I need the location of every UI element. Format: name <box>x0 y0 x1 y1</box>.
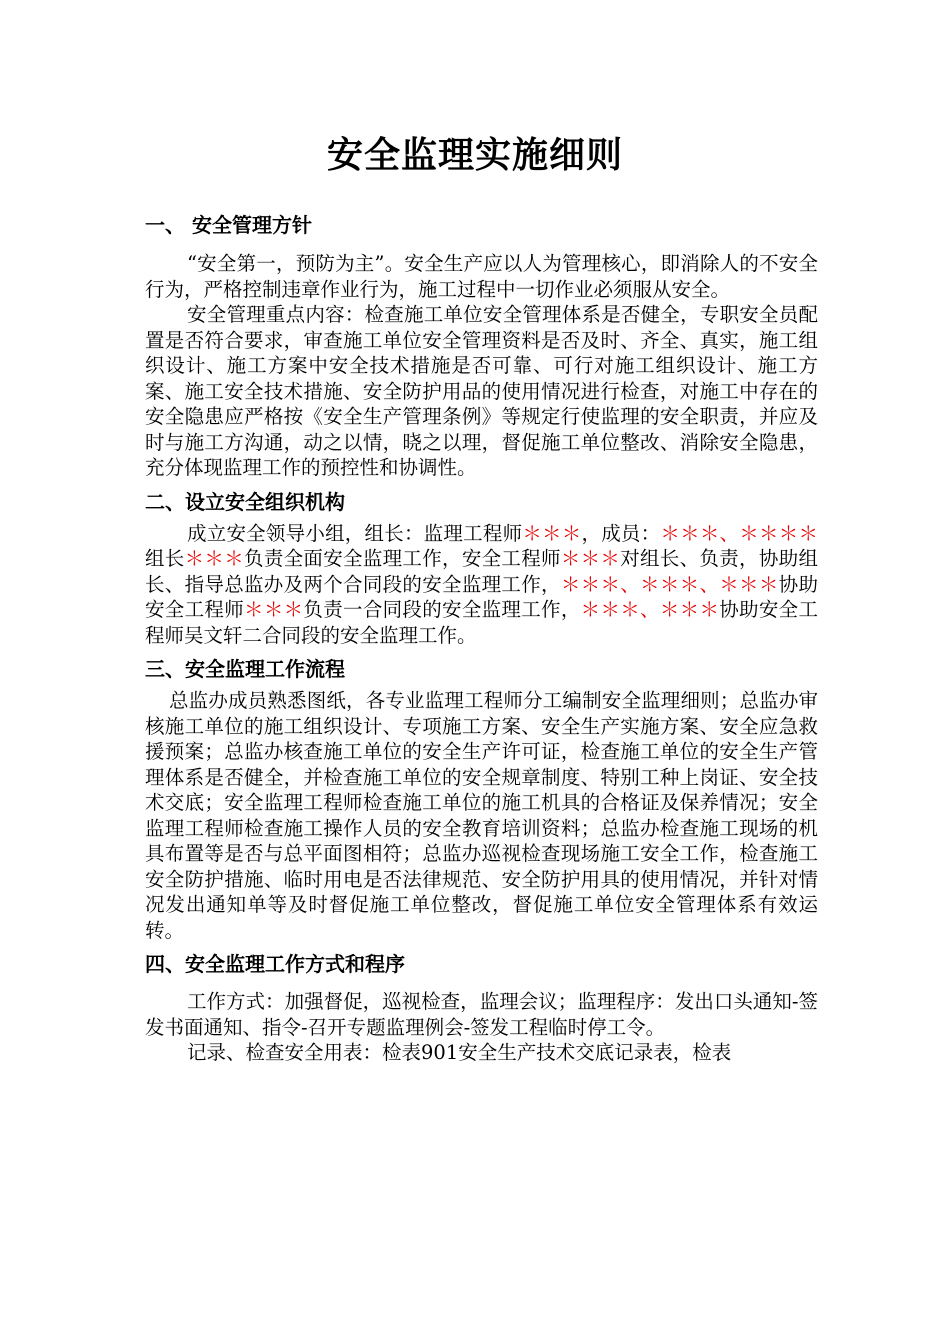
document-body <box>145 210 818 1066</box>
section-4-paragraph-1: 工作方式：加强督促，巡视检查，监理会议；监理程序：发出口头通知-签发书面通知、指令-召开专题监理例会-签发工程临时停工令。 <box>145 990 818 1039</box>
org-text: ，成员： <box>581 521 661 545</box>
org-text: 协助安全工程师 <box>145 572 818 621</box>
section-3-paragraph: 总监办成员熟悉图纸，各专业监理工程师分工编制安全监理细则；总监办审核施工单位的施工组织设计、专项施工方案、安全生产实施方案、安全应急救援预案；总监办核查施工单位的安全生产许可证，检查施工单位的安全生产管理体系是否健全，并检查施工单位的安全规章制度、特别工种上岗证、安全技术交底；安全监理工程师检查施工单位的施工机具的合格证及保养情况；安全监理工程师检查施工操作人员的安全教育培训资料；总监办检查施工现场的机具布置等是否与总平面图相符；总监办巡视检查现场施工安全工作，检查施工安全防护措施、临时用电是否法律规范、安全防护用具的使用情况，并针对情况发出通知单等及时督促施工单位整改，督促施工单位安全管理体系有效运转。 <box>145 689 818 942</box>
redacted-name: ＊＊＊、＊＊＊＊ <box>660 521 818 545</box>
redacted-name: ＊＊＊ <box>522 521 582 545</box>
redacted-name: ＊＊＊ <box>560 547 621 570</box>
section-4-paragraph-2: 记录、检查安全用表：检表901安全生产技术交底记录表，检表 <box>187 1041 732 1064</box>
section-1-paragraph-1: “安全第一，预防为主”。安全生产应以人为管理核心，即消除人的不安全行为，严格控制违章作业行为，施工过程中一切作业必须服从安全。 <box>145 252 818 301</box>
section-1-paragraph-2: 安全管理重点内容：检查施工单位安全管理体系是否健全，专职安全员配置是否符合要求，审查施工单位安全管理资料是否及时、齐全、真实，施工组织设计、施工方案中安全技术措施是否可靠、可行对施工组织设计、施工方案、施工安全技术措施、安全防护用品的使用情况进行检查，对施工中存在的安全隐患应严格按《安全生产管理条例》等规定行使监理的安全职责，并应及时与施工方沟通，动之以情，晓之以理，督促施工单位整改、消除安全隐患，充分体现监理工作的预控性和协调性。 <box>145 303 818 479</box>
org-text: 负责一合同段的安全监理工作， <box>303 598 581 621</box>
redacted-name: ＊＊＊ <box>244 598 304 621</box>
section-2-paragraph <box>145 521 818 649</box>
org-text: 组长 <box>145 547 185 570</box>
redacted-name: ＊＊＊ <box>184 547 245 570</box>
document-title: 安全监理实施细则 <box>326 135 623 176</box>
org-text: 协助安全工程师吴文轩二合同段的安全监理工作。 <box>145 598 818 647</box>
org-text: 对组长、负责，协助组长、指导总监办及两个合同段的安全监理工作， <box>145 547 818 596</box>
section-1-heading: 一、 安全管理方针 <box>145 213 312 237</box>
section-4-heading: 四、安全监理工作方式和程序 <box>145 952 405 976</box>
redacted-name: ＊＊＊、＊＊＊ <box>580 598 720 621</box>
org-text: 成立安全领导小组，组长：监理工程师 <box>187 521 523 545</box>
redacted-name: ＊＊＊、＊＊＊、＊＊＊ <box>560 572 779 596</box>
org-text: 负责全面安全监理工作，安全工程师 <box>244 547 561 570</box>
section-3-heading: 三、安全监理工作流程 <box>145 657 345 681</box>
section-2-heading: 二、设立安全组织机构 <box>145 489 345 514</box>
